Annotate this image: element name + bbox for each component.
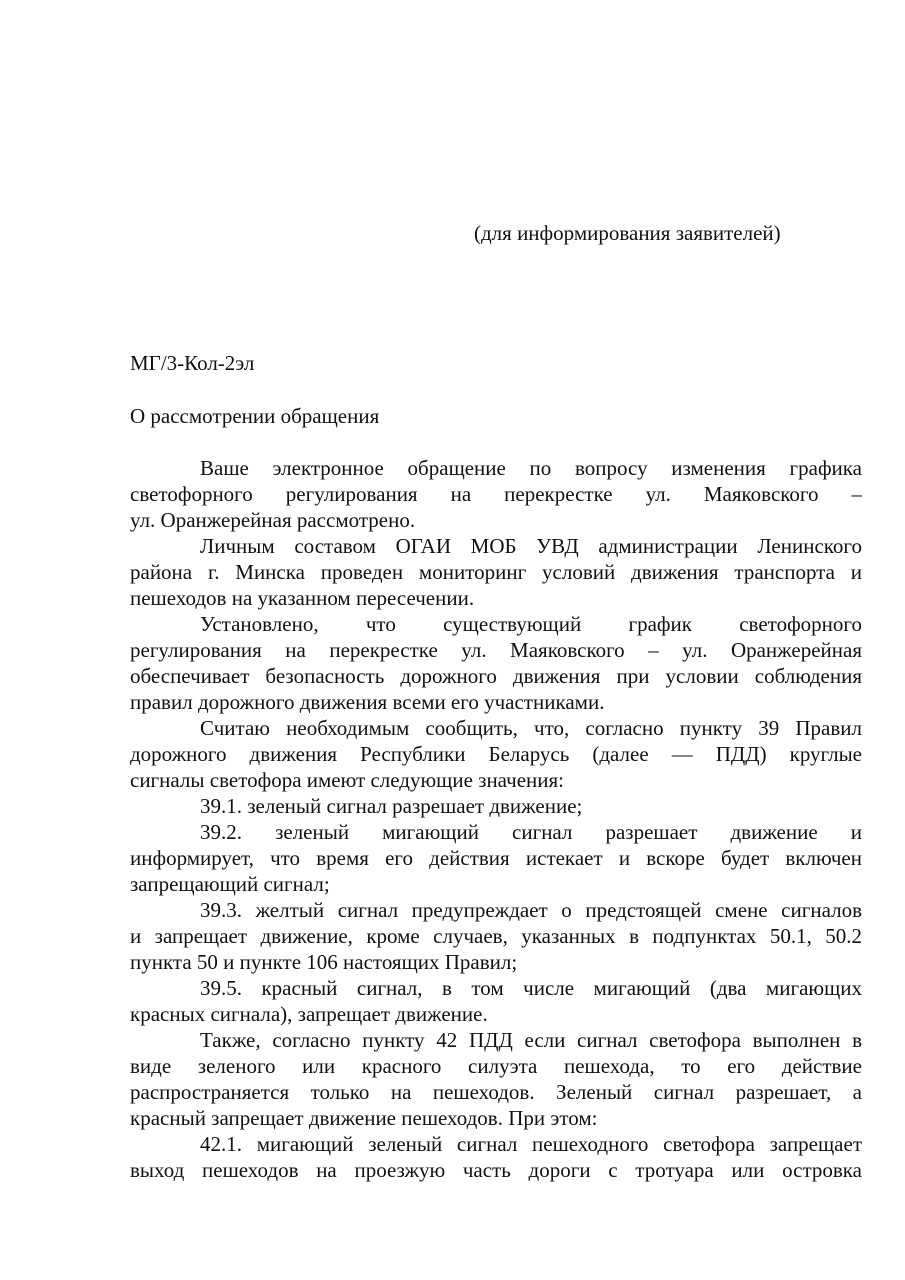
paragraph-line: пункта 50 и пункте 106 настоящих Правил; [130, 950, 518, 974]
paragraph-line: светофорного регулирования на перекрестке ул. Маяковского – [130, 482, 862, 506]
paragraph-line: выход пешеходов на проезжую часть дороги с тротуара или островка [130, 1158, 862, 1182]
letter-body [130, 455, 862, 1183]
paragraph-line: правил дорожного движения всеми его участниками. [130, 690, 605, 714]
paragraph [130, 611, 862, 715]
paragraph-line: 39.3. желтый сигнал предупреждает о предстоящей смене сигналов [200, 898, 862, 922]
paragraph-line: и запрещает движение, кроме случаев, указанных в подпунктах 50.1, 50.2 [130, 924, 862, 948]
paragraph [130, 975, 862, 1027]
paragraph-line: информирует, что время его действия истекает и вскоре будет включен [130, 846, 862, 870]
reference-number: МГ/3-Кол-2эл [130, 351, 255, 375]
paragraph [130, 715, 862, 793]
paragraph-line: пешеходов на указанном пересечении. [130, 586, 475, 610]
paragraph-line: 39.5. красный сигнал, в том числе мигающий (два мигающих [200, 976, 862, 1000]
paragraph-line: сигналы светофора имеют следующие значения: [130, 768, 565, 792]
paragraph-line: распространяется только на пешеходов. Зеленый сигнал разрешает, а [130, 1080, 862, 1104]
paragraph-line: 42.1. мигающий зеленый сигнал пешеходного светофора запрещает [200, 1132, 862, 1156]
paragraph-line: виде зеленого или красного силуэта пешехода, то его действие [130, 1054, 862, 1078]
paragraph-line: регулирования на перекрестке ул. Маяковского – ул. Оранжерейная [130, 638, 862, 662]
paragraph-line: ул. Оранжерейная рассмотрено. [130, 508, 416, 532]
paragraph-line: Ваше электронное обращение по вопросу изменения графика [200, 456, 862, 480]
paragraph-line: Установлено, что существующий график светофорного [200, 612, 862, 636]
paragraph [130, 819, 862, 897]
paragraph-line: района г. Минска проведен мониторинг условий движения транспорта и [130, 560, 862, 584]
paragraph-line: красный запрещает движение пешеходов. При этом: [130, 1106, 598, 1130]
paragraph-line: Считаю необходимым сообщить, что, согласно пункту 39 Правил [200, 716, 862, 740]
paragraph [130, 1131, 862, 1183]
header-note: (для информирования заявителей) [474, 221, 781, 245]
paragraph [130, 1027, 862, 1131]
paragraph [130, 793, 862, 819]
paragraph [130, 897, 862, 975]
paragraph-line: красных сигнала), запрещает движение. [130, 1002, 488, 1026]
paragraph-line: обеспечивает безопасность дорожного движения при условии соблюдения [130, 664, 862, 688]
paragraph-line: дорожного движения Республики Беларусь (далее — ПДД) круглые [130, 742, 862, 766]
paragraph-line: 39.1. зеленый сигнал разрешает движение; [200, 794, 583, 818]
paragraph-line: Также, согласно пункту 42 ПДД если сигнал светофора выполнен в [200, 1028, 862, 1052]
paragraph-line: 39.2. зеленый мигающий сигнал разрешает движение и [200, 820, 862, 844]
subject-line: О рассмотрении обращения [130, 404, 380, 428]
paragraph [130, 455, 862, 533]
paragraph [130, 533, 862, 611]
paragraph-line: Личным составом ОГАИ МОБ УВД администрации Ленинского [200, 534, 862, 558]
paragraph-line: запрещающий сигнал; [130, 872, 330, 896]
